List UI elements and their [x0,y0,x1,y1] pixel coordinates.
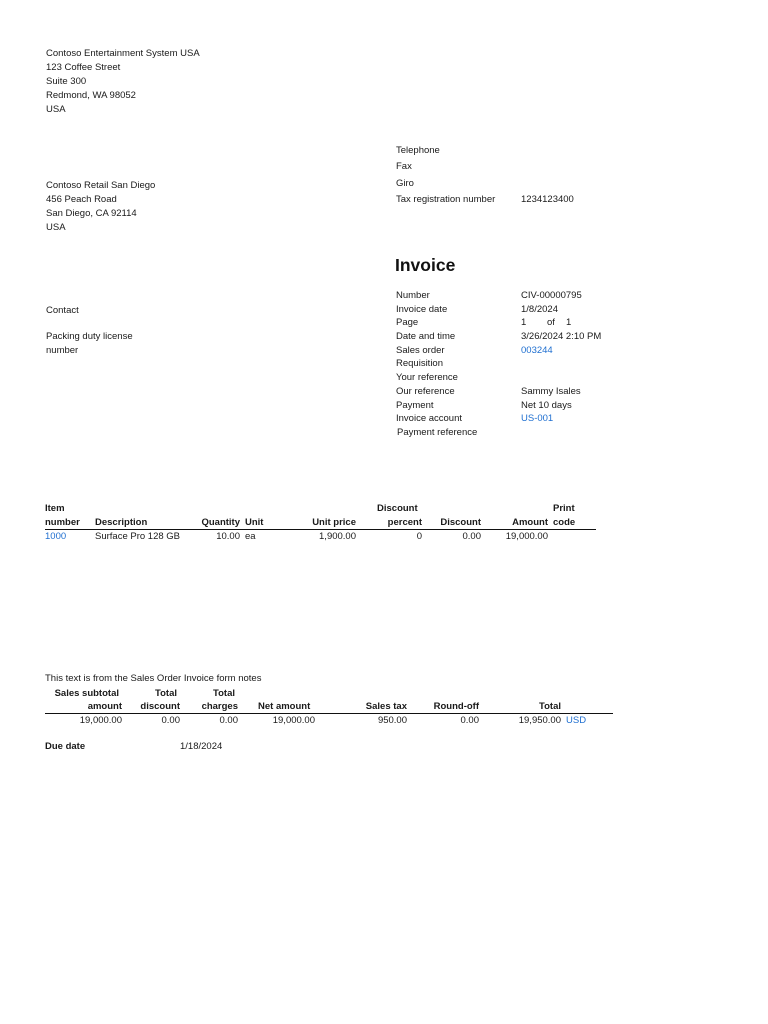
company-street: 123 Coffee Street [46,62,121,73]
header-item-number-cont: number [45,517,80,528]
invoice-title: Invoice [395,255,456,275]
invoice-number-value: CIV-00000795 [521,290,582,301]
sales-order-link[interactable]: 003244 [521,345,553,356]
header-amount: Amount [512,517,548,528]
our-reference-value: Sammy Isales [521,386,581,397]
invoice-number-label: Number [396,290,430,301]
tax-registration-value: 1234123400 [521,194,574,205]
total-value: 19,950.00 [518,715,561,726]
customer-country: USA [46,222,66,233]
page-of: of [547,317,555,328]
due-date-value: 1/18/2024 [180,741,223,752]
header-item-number: Item [45,503,65,514]
header-discount-percent-cont: percent [387,517,422,528]
payment-value: Net 10 days [521,400,572,411]
header-sales-subtotal-cont: amount [87,701,122,712]
invoice-date-label: Invoice date [396,304,448,315]
header-total-charges-cont: charges [201,701,238,712]
item-unit-price: 1,900.00 [319,531,356,542]
header-unit-price: Unit price [312,517,356,528]
payment-reference-label: Payment reference [397,427,478,438]
currency-link[interactable]: USD [566,715,587,726]
item-quantity: 10.00 [216,531,240,542]
item-number-link[interactable]: 1000 [45,531,67,542]
page-total: 1 [566,317,572,328]
header-net-amount: Net amount [258,701,311,712]
header-sales-tax: Sales tax [365,701,407,712]
packing-license-label-cont: number [46,345,79,356]
sales-order-label: Sales order [396,345,445,356]
invoice-date-value: 1/8/2024 [521,304,558,315]
item-unit: ea [245,531,256,542]
your-reference-label: Your reference [396,372,458,383]
packing-license-label: Packing duty license [46,331,133,342]
item-discount: 0.00 [462,531,481,542]
customer-street: 456 Peach Road [46,194,117,205]
header-discount: Discount [440,517,481,528]
company-city: Redmond, WA 98052 [46,90,136,101]
net-amount-value: 19,000.00 [272,715,315,726]
datetime-label: Date and time [396,331,456,342]
header-description: Description [95,517,148,528]
header-total-discount-cont: discount [140,701,180,712]
total-discount-value: 0.00 [161,715,180,726]
invoice-notes: This text is from the Sales Order Invoice form notes [45,673,262,684]
company-country: USA [46,104,66,115]
header-quantity: Quantity [201,517,240,528]
header-total-discount: Total [155,688,177,699]
tax-registration-label: Tax registration number [396,194,496,205]
customer-city: San Diego, CA 92114 [46,208,137,219]
invoice-account-label: Invoice account [396,413,463,424]
due-date-label: Due date [45,741,86,752]
payment-label: Payment [396,400,434,411]
telephone-label: Telephone [396,145,440,156]
item-description: Surface Pro 128 GB [95,531,181,542]
sales-subtotal-value: 19,000.00 [79,715,122,726]
company-name: Contoso Entertainment System USA [46,48,200,59]
company-suite: Suite 300 [46,76,87,87]
page-label: Page [396,317,419,328]
total-charges-value: 0.00 [219,715,238,726]
item-amount: 19,000.00 [505,531,548,542]
header-print-code-cont: code [553,517,576,528]
round-off-value: 0.00 [460,715,479,726]
page-current: 1 [521,317,527,328]
contact-label: Contact [46,305,79,316]
header-total-charges: Total [213,688,235,699]
giro-label: Giro [396,178,414,189]
fax-label: Fax [396,161,412,172]
our-reference-label: Our reference [396,386,455,397]
header-round-off: Round-off [433,701,479,712]
requisition-label: Requisition [396,358,443,369]
header-total: Total [539,701,561,712]
header-print-code: Print [553,503,575,514]
item-discount-percent: 0 [416,531,422,542]
sales-tax-value: 950.00 [377,715,407,726]
invoice-account-link[interactable]: US-001 [521,413,554,424]
customer-name: Contoso Retail San Diego [46,180,156,191]
header-discount-percent: Discount [377,503,418,514]
header-unit: Unit [245,517,264,528]
header-sales-subtotal: Sales subtotal [54,688,119,699]
datetime-value: 3/26/2024 2:10 PM [521,331,602,342]
